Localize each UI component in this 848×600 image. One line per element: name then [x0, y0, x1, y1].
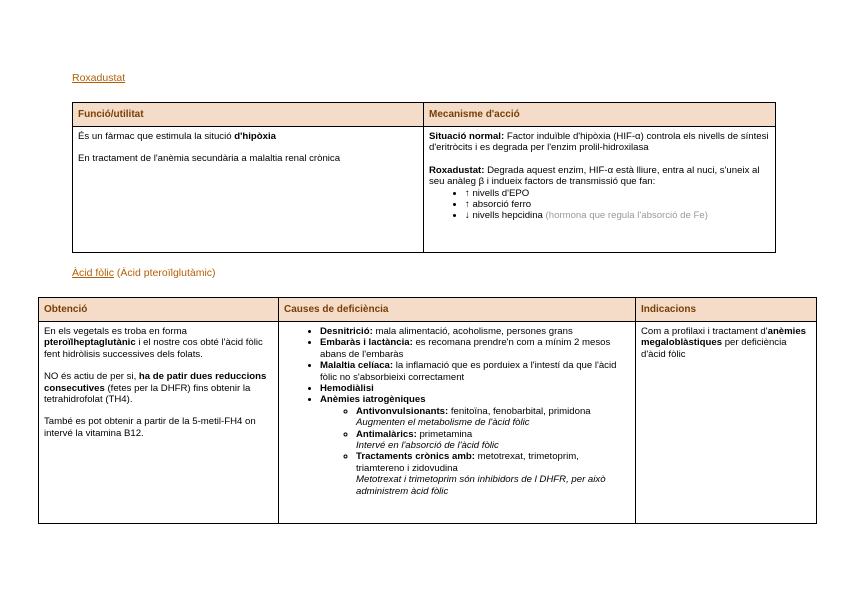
- mecanisme-cell: [424, 127, 776, 253]
- obtencio-p2: NO és actiu de per si, ha de patir dues reduccions consecutives (fetes per la DHFR) fins obtenir la tetrahidrofolat (TH4).: [44, 371, 267, 406]
- causes-cell: [279, 322, 636, 524]
- list-item: • Malaltia celíaca: la inflamació que es porduiex a l'intestí da que l'àcid fòlic no s'absorbieixi correctament: [320, 360, 630, 383]
- list-item: ◦ Antimalàrics: primetamina Intervé en l'absorció de l'àcid fòlic: [356, 429, 630, 452]
- acid-folic-table: [38, 297, 817, 524]
- iatrogenic-list: [320, 406, 630, 497]
- obtencio-cell: [39, 322, 279, 524]
- effects-list: [429, 188, 770, 222]
- funcio-p2: En tractament de l'anèmia secundària a malaltia renal crònica: [78, 153, 341, 165]
- obtencio-p1: En els vegetals es troba en forma pteroïlheptaglutànic i el nostre cos obté l'àcid fòlic fent hidròlisis successives dels folats.: [44, 326, 263, 360]
- list-item: • Anèmies iatrogèniques ◦ Antivonvulsionants: fenitoïna, fenobarbital, primidona Augmenten el metabolisme de l'àcid fòlic ◦ Antimalàrics: primetamina Intervé en l'absorció de l'àcid fòlic ◦ Tractaments crònics amb: metotrexat, trimetoprim, triamtereno i zidovudina Metotrexat i trimetoprim són inhibidors de l DHFR, per això administrem àcid fòlic: [320, 394, 630, 497]
- header-causes: Causes de deficiència: [279, 298, 636, 322]
- header-obtencio: Obtenció: [39, 298, 279, 322]
- header-funcio: Funció/utilitat: [73, 103, 424, 127]
- roxadustat-table: [72, 102, 776, 253]
- list-item: • ↓ nivells hepcidina (hormona que regula l'absorció de Fe): [465, 210, 770, 221]
- list-item: • ↑ nivells d'EPO: [465, 188, 770, 199]
- list-item: • Hemodiàlisi: [320, 383, 630, 394]
- list-item: ◦ Tractaments crònics amb: metotrexat, trimetoprim, triamtereno i zidovudina Metotrexat i trimetoprim són inhibidors de l DHFR, per això administrem àcid fòlic: [356, 451, 630, 497]
- funcio-cell: [73, 127, 424, 253]
- funcio-p1: És un fàrmac que estimula la situció d'hipòxia: [78, 131, 276, 142]
- list-item: • Desnitrició: mala alimentació, acoholisme, persones grans: [320, 326, 630, 337]
- list-item: ◦ Antivonvulsionants: fenitoïna, fenobarbital, primidona Augmenten el metabolisme de l'àcid fòlic: [356, 406, 630, 429]
- obtencio-p3: També es pot obtenir a partir de la 5-metil-FH4 on intervé la vitamina B12.: [44, 416, 256, 439]
- causes-list: [284, 326, 630, 497]
- indicacions-cell: [636, 322, 817, 524]
- header-mecanisme: Mecanisme d'acció: [424, 103, 776, 127]
- situacio-normal: Situació normal: Factor induïble d'hipòxia (HIF-α) controla els nivells de síntesi d'eritròcits i es degrada per l'enzim prolil-hidroxilasa: [429, 131, 769, 154]
- list-item: • Embaràs i lactància: es recomana prendre'n com a mínim 2 mesos abans de l'embaràs: [320, 337, 630, 360]
- acid-folic-heading: Àcid fòlic (Àcid pteroïlglutàmic): [72, 267, 216, 279]
- roxadustat-heading: Roxadustat: [72, 72, 126, 84]
- list-item: • ↑ absorció ferro: [465, 199, 770, 210]
- roxadustat-mecanisme: Roxadustat: Degrada aquest enzim, HIF-α està lliure, entra al nuci, s'uneix al seu anàleg β i indueix factors de transmissió que fan:: [429, 164, 760, 188]
- indicacions-text: Com a profilaxi i tractament d'anèmies megaloblàstiques per deficiència d'àcid fòlic: [641, 326, 807, 360]
- header-indicacions: Indicacions: [636, 298, 817, 322]
